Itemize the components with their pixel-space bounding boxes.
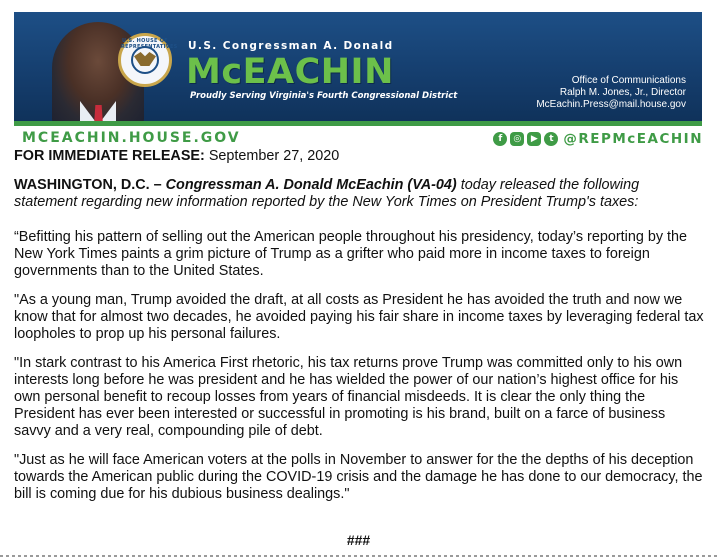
release-body bbox=[14, 148, 704, 515]
office-email: McEachin.Press@mail.house.gov bbox=[536, 99, 686, 110]
website-link[interactable]: MCEACHIN.HOUSE.GOV bbox=[22, 130, 241, 146]
seal-text: U.S. HOUSE OF REPRESENTATIVES bbox=[121, 38, 178, 50]
dateline: WASHINGTON, D.C. – bbox=[14, 177, 162, 193]
release-label: FOR IMMEDIATE RELEASE: bbox=[14, 148, 205, 164]
facebook-icon[interactable]: f bbox=[493, 132, 507, 146]
banner-kicker: U.S. Congressman A. Donald bbox=[188, 40, 394, 52]
instagram-icon[interactable]: ◎ bbox=[510, 132, 524, 146]
office-director: Ralph M. Jones, Jr., Director bbox=[559, 87, 686, 98]
youtube-icon[interactable]: ▶ bbox=[527, 132, 541, 146]
bottom-divider bbox=[0, 555, 717, 557]
banner-green-stripe bbox=[14, 121, 702, 126]
social-bar bbox=[493, 130, 703, 148]
lede-paragraph bbox=[14, 177, 704, 211]
statement-paragraph-2: "As a young man, Trump avoided the draft, at all costs as President he has avoided the truth and now we know that for almost two decades, he avoided paying his fair share in income taxes by leveraging federal tax loopholes to prop up his personal failures. bbox=[14, 292, 704, 342]
header-banner bbox=[14, 12, 702, 125]
office-title: Office of Communications bbox=[571, 75, 686, 86]
end-mark: ### bbox=[346, 532, 371, 548]
release-date: September 27, 2020 bbox=[208, 148, 340, 164]
lede-text: today released the following statement regarding new information reported by the New York Times on President Trump's taxes: bbox=[14, 177, 640, 210]
banner-tagline: Proudly Serving Virginia's Fourth Congressional District bbox=[190, 91, 458, 101]
twitter-icon[interactable]: t bbox=[544, 132, 558, 146]
statement-paragraph-4: "Just as he will face American voters at the polls in November to answer for the the depths of his deception towards the American public during the COVID-19 crisis and the damage he has done to our democracy, the bill is coming due for his dubious business dealings." bbox=[14, 452, 703, 502]
statement-paragraph-1: “Befitting his pattern of selling out the American people throughout his presidency, today’s reporting by the New York Times paints a grim picture of Trump as a grifter who paid more in income taxes to foreign governments than to the United States. bbox=[14, 229, 688, 279]
release-line bbox=[14, 148, 704, 165]
banner-name: McEACHIN bbox=[186, 52, 394, 92]
house-seal-icon bbox=[118, 33, 178, 87]
speaker-name: Congressman A. Donald McEachin (VA-04) bbox=[165, 177, 457, 193]
office-contact bbox=[536, 75, 686, 111]
statement-paragraph-3: "In stark contrast to his America First rhetoric, his tax returns prove Trump was committed only to his own interests long before he was president and he has wielded the power of our nation’s highest office for his own personal benefit to recoup losses from years of financial misdeeds. It is clear the only thing the President has ever been interested or successful in promoting is his brand, built on a farce of business savvy and a very real, compounding pile of debt. bbox=[14, 355, 683, 439]
social-handle[interactable]: @REPMcEACHIN bbox=[563, 131, 703, 147]
